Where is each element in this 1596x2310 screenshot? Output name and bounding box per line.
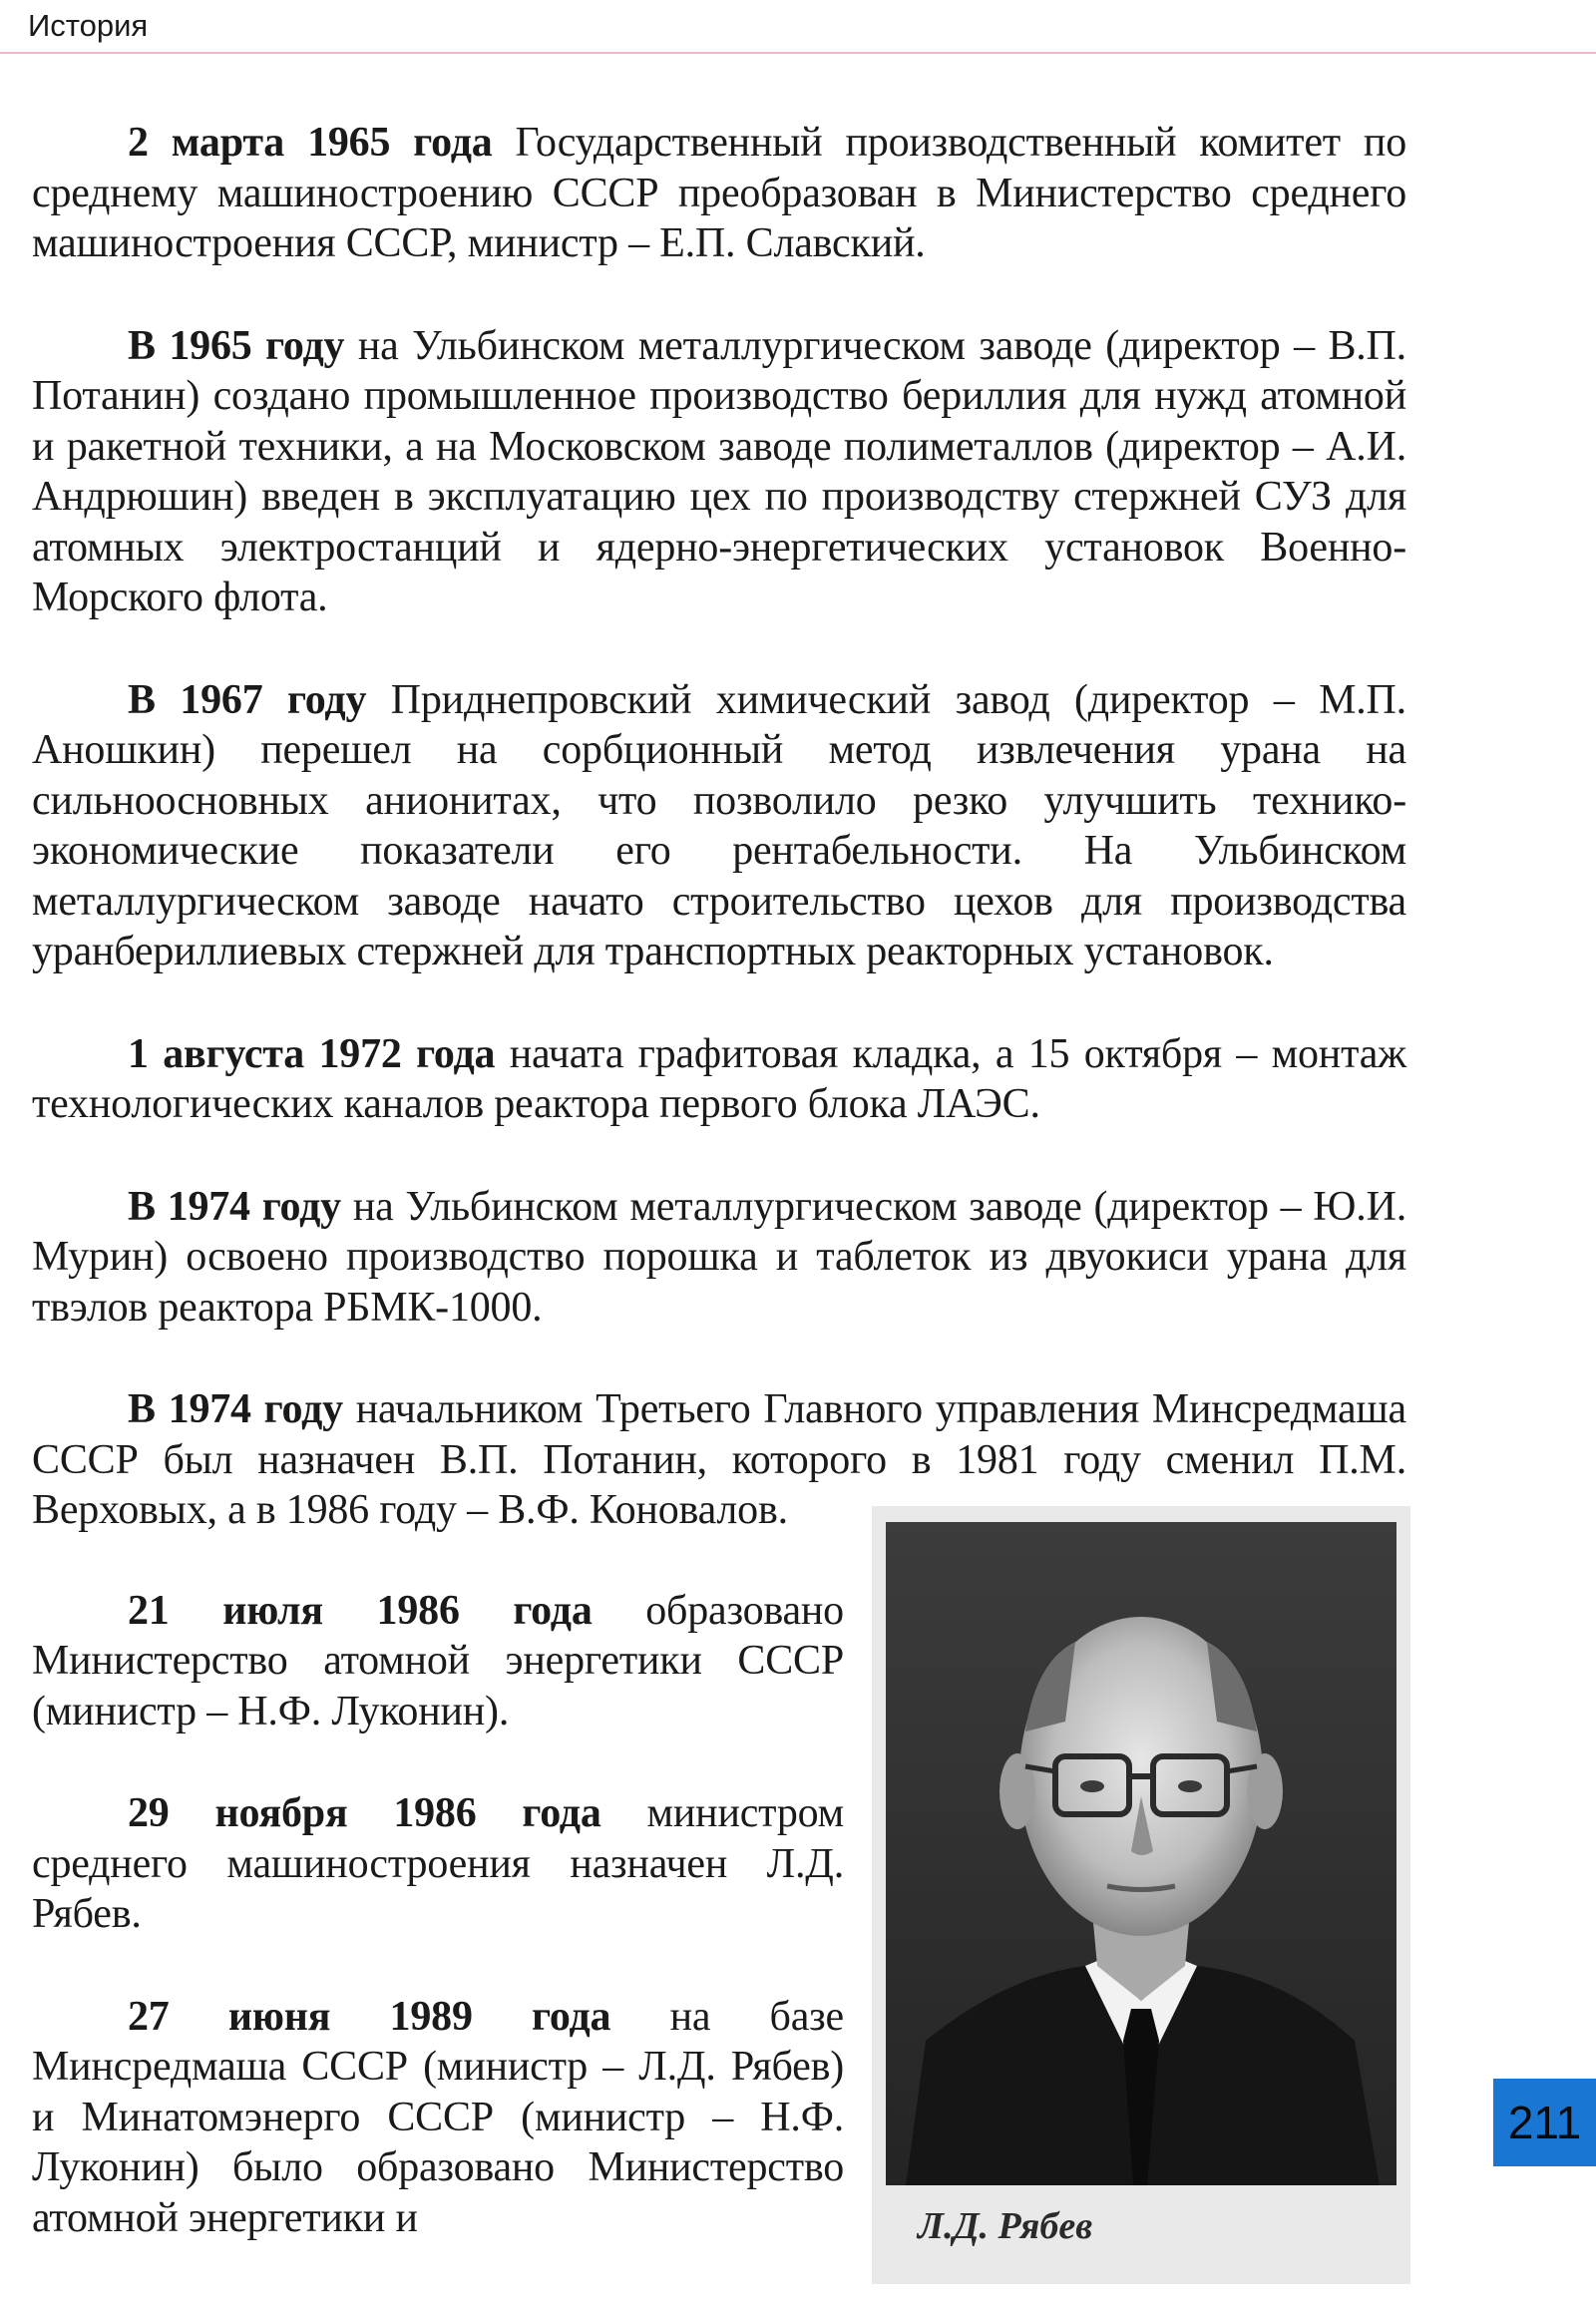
paragraph-lead-date: 21 июля 1986 года xyxy=(128,1587,593,1634)
paragraph-text: Приднепровский химический завод (директор – М.П. Аношкин) перешел на сорбционный метод извлечения урана на сильноосновных анионитах, что позволило резко улучшить технико-экономические показатели его рентабельности. На Ульбинском металлургическом заводе начато строительство цехов для производства уранбериллиевых стержней для транспортных реакторных установок. xyxy=(32,676,1406,974)
page-number-tab: 211 xyxy=(1493,2079,1596,2166)
header-divider xyxy=(0,52,1596,54)
paragraph-text: начальником Третьего Главного управления Минсредмаша СССР был назначен В.П. Потанин, которого в 1981 году сменил П.М. Верховых, а в 1986 году – В.Ф. Коновалов. xyxy=(32,1386,1406,1533)
paragraph-lead-date: В 1974 году xyxy=(128,1386,343,1432)
paragraph-1967 xyxy=(32,675,1406,977)
paragraph-lead-date: В 1965 году xyxy=(128,322,345,369)
portrait-caption: Л.Д. Рябев xyxy=(918,2205,1093,2247)
paragraph-lead-date: 2 марта 1965 года xyxy=(128,120,493,166)
paragraph-text: на Ульбинском металлургическом заводе (директор – В.П. Потанин) создано промышленное производство бериллия для нужд атомной и ракетной техники, а на Московском заводе полиметаллов (директор – А.И. Андрюшин) введен в эксплуатацию цех по производству стержней СУЗ для атомных электростанций и ядерно-энергетических установок Военно-Морского флота. xyxy=(32,322,1406,620)
paragraph-1989 xyxy=(32,1992,844,2244)
running-header-title: История xyxy=(28,8,149,43)
paragraph-text: на базе Минсредмаша СССР (министр – Л.Д. Рябев) и Минатомэнерго СССР (министр – Н.Ф. Луконин) было образовано Министерство атомной энергетики и xyxy=(32,1993,844,2241)
paragraph-1972 xyxy=(32,1029,1406,1130)
paragraph-text: образовано Министерство атомной энергетики СССР (министр – Н.Ф. Луконин). xyxy=(32,1587,844,1734)
paragraph-1965-march xyxy=(32,118,1406,269)
paragraph-lead-date: В 1967 году xyxy=(128,676,367,723)
portrait-figure xyxy=(872,1506,1410,2284)
paragraph-text: министром среднего машиностроения назначен Л.Д. Рябев. xyxy=(32,1790,845,1937)
portrait-photo xyxy=(886,1522,1396,2185)
paragraph-1986-july xyxy=(32,1586,844,1737)
paragraph-1986-november xyxy=(32,1788,844,1940)
paragraph-text: начата графитовая кладка, а 15 октября – монтаж технологических каналов реактора первого блока ЛАЭС. xyxy=(32,1030,1406,1127)
paragraph-lead-date: 27 июня 1989 года xyxy=(128,1993,611,2040)
paragraph-1974-ulba xyxy=(32,1182,1406,1334)
paragraph-1965 xyxy=(32,321,1406,623)
paragraph-lead-date: 1 августа 1972 года xyxy=(128,1030,496,1077)
paragraph-text: на Ульбинском металлургическом заводе (директор – Ю.И. Мурин) освоено производство порошка и таблеток из двуокиси урана для твэлов реактора РБМК-1000. xyxy=(32,1183,1406,1331)
paragraph-text: Государственный производственный комитет по среднему машиностроению СССР преобразован в Министерство среднего машиностроения СССР, министр – Е.П. Славский. xyxy=(32,120,1406,266)
paragraph-lead-date: 29 ноября 1986 года xyxy=(128,1790,601,1836)
paragraph-lead-date: В 1974 году xyxy=(128,1183,341,1230)
